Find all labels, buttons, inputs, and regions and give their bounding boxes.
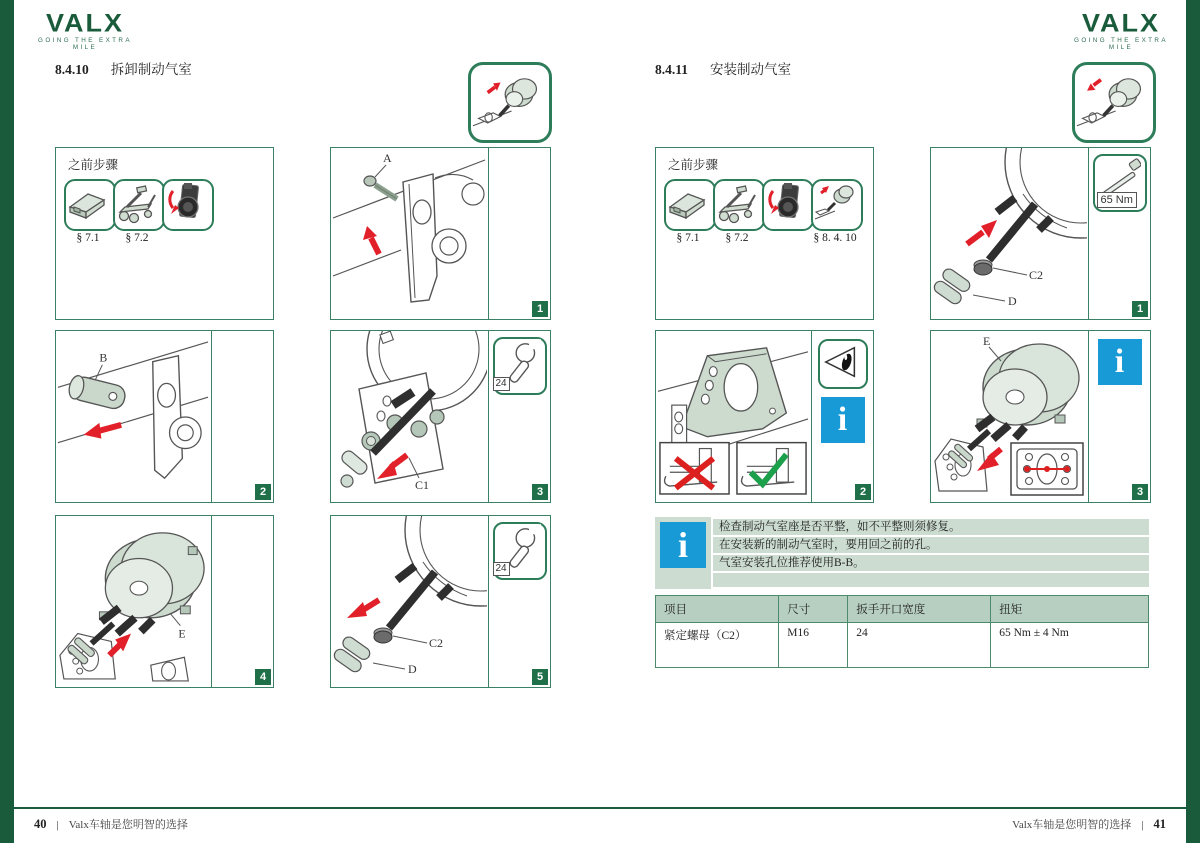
left-edge-band — [0, 0, 14, 843]
wrench-size: 24 — [493, 562, 510, 576]
step2-illustration — [56, 331, 210, 498]
prev-steps-title: 之前步骤 — [68, 158, 119, 172]
step-box-install-3 — [930, 330, 1151, 503]
info-glyph: i — [1114, 343, 1125, 380]
prev-step-ref: § 7.1 — [676, 232, 700, 244]
install-step3-illustration — [931, 331, 1087, 498]
footer-right — [1012, 816, 1166, 832]
info-note: 检查制动气室座是否平整，如不平整则须修复。 — [713, 519, 1149, 535]
footer-tagline: Valx车轴是您明智的选择 — [68, 819, 188, 831]
col-item: 项目 — [656, 596, 779, 623]
prev-steps-title: 之前步骤 — [668, 158, 719, 172]
valx-logo-right — [1066, 10, 1176, 51]
torque-wrench-icon — [1093, 154, 1147, 212]
step3-illustration — [331, 331, 487, 498]
chamber-removed-icon — [811, 179, 863, 231]
prev-steps-box-left — [55, 147, 274, 320]
step-number-badge: 1 — [1132, 301, 1148, 317]
info-icon — [1098, 339, 1142, 385]
section-heading-install — [655, 58, 791, 78]
prev-step-ref: § 7.1 — [76, 232, 100, 244]
section-number: 8.4.11 — [655, 62, 689, 77]
col-size: 尺寸 — [779, 596, 848, 623]
step-number-badge: 2 — [255, 484, 271, 500]
step-box-remove-2 — [55, 330, 274, 503]
brand-tagline: GOING THE EXTRA MILE — [1074, 37, 1168, 51]
page-number: 41 — [1153, 817, 1166, 831]
step-number-badge: 2 — [855, 484, 871, 500]
valx-logo-left — [30, 10, 140, 51]
brand-tagline: GOING THE EXTRA MILE — [38, 37, 132, 51]
step-number-badge: 3 — [532, 484, 548, 500]
right-edge-band — [1186, 0, 1200, 843]
footer-tagline: Valx车轴是您明智的选择 — [1012, 819, 1132, 831]
part-label-c1: C1 — [415, 478, 430, 492]
prev-step-ref: § 7.2 — [125, 232, 149, 244]
cell-size: M16 — [779, 623, 848, 668]
brand-name: VALX — [1081, 9, 1160, 37]
info-note: 气室安装孔位推荐使用B-B。 — [713, 555, 1149, 571]
torque-value: 65 Nm — [1097, 192, 1137, 208]
page-number: 40 — [34, 817, 47, 831]
table-header-row — [656, 596, 1149, 623]
brake-caliper-icon — [762, 179, 814, 231]
section-heading-remove — [55, 58, 192, 78]
step-box-install-2 — [655, 330, 874, 503]
install-chamber-icon — [1072, 62, 1156, 143]
step1-illustration — [331, 148, 487, 315]
footer-separator: | — [1141, 819, 1144, 831]
step-box-remove-5 — [330, 515, 551, 688]
prev-steps-box-right — [655, 147, 874, 320]
footer-separator: | — [56, 819, 59, 831]
col-torque: 扭矩 — [991, 596, 1149, 623]
step-box-install-1 — [930, 147, 1151, 320]
part-label-e: E — [983, 334, 991, 348]
trolley-jack-icon — [713, 179, 765, 231]
section-title: 安装制动气室 — [710, 62, 792, 77]
wrench-size: 24 — [493, 377, 510, 391]
part-label-d: D — [408, 662, 417, 676]
part-label-d: D — [1008, 294, 1017, 308]
wrench-icon — [493, 522, 547, 580]
step4-illustration — [56, 516, 210, 683]
info-note: 在安装新的制动气室时，要用回之前的孔。 — [713, 537, 1149, 553]
part-label-c2: C2 — [429, 636, 444, 650]
brand-name: VALX — [45, 9, 124, 37]
step-number-badge: 1 — [532, 301, 548, 317]
section-number: 8.4.10 — [55, 62, 89, 77]
step-number-badge: 4 — [255, 669, 271, 685]
info-icon — [660, 522, 706, 568]
col-wrench-width: 扳手开口宽度 — [848, 596, 991, 623]
step-number-badge: 5 — [532, 669, 548, 685]
part-label-b: B — [99, 350, 108, 365]
step-box-remove-4 — [55, 515, 274, 688]
info-glyph: i — [677, 525, 688, 565]
cell-wrench-width: 24 — [848, 623, 991, 668]
part-label-a: A — [383, 151, 392, 165]
wheel-chock-icon — [664, 179, 716, 231]
install-step2-illustration — [656, 331, 810, 498]
part-label-c2: C2 — [1029, 268, 1044, 282]
table-row — [656, 623, 1149, 668]
brake-caliper-icon — [162, 179, 214, 231]
part-label-e: E — [178, 626, 186, 641]
info-note-block — [655, 517, 1149, 591]
info-glyph: i — [837, 401, 848, 438]
wheel-chock-icon — [64, 179, 116, 231]
prev-step-ref: § 7.2 — [725, 232, 749, 244]
step5-illustration — [331, 516, 487, 683]
chamber-install-illustration — [1075, 65, 1147, 134]
cell-torque: 65 Nm ± 4 Nm — [991, 623, 1149, 668]
torque-spec-table — [655, 595, 1149, 668]
cell-item: 紧定螺母（C2） — [656, 623, 779, 668]
info-icon — [821, 397, 865, 443]
prev-step-ref: § 8. 4. 10 — [813, 232, 857, 244]
chamber-remove-illustration — [471, 65, 543, 134]
visual-check-icon — [818, 339, 868, 389]
install-step1-illustration — [931, 148, 1087, 315]
footer-left — [34, 816, 188, 832]
info-icon-cell — [655, 517, 711, 589]
trolley-jack-icon — [113, 179, 165, 231]
info-note-empty — [713, 573, 1149, 587]
step-box-remove-3 — [330, 330, 551, 503]
step-number-badge: 3 — [1132, 484, 1148, 500]
step-box-remove-1 — [330, 147, 551, 320]
section-title: 拆卸制动气室 — [110, 62, 192, 77]
wrench-icon — [493, 337, 547, 395]
remove-chamber-icon — [468, 62, 552, 143]
footer-rule — [14, 807, 1186, 809]
